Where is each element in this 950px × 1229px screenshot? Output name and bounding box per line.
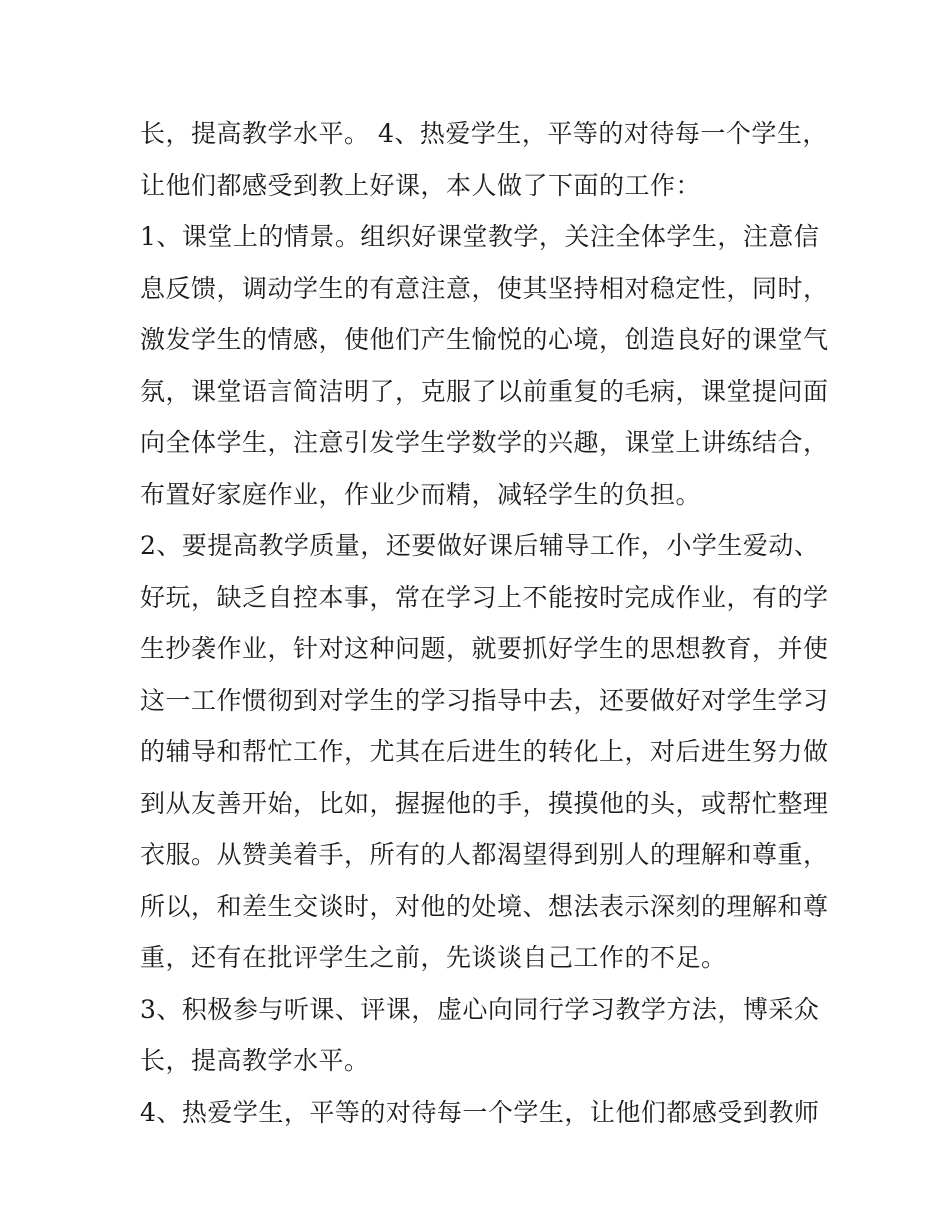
text-line: 3、积极参与听课、评课，虚心向同行学习教学方法，博采众 [140, 994, 820, 1024]
text-line: 这一工作惯彻到对学生的学习指导中去，还要做好对学生学习 [140, 685, 829, 715]
text-line: 4、热爱学生，平等的对待每一个学生，让他们都感受到教师 [140, 1097, 820, 1127]
text-line: 布置好家庭作业，作业少而精，减轻学生的负担。 [140, 479, 702, 509]
text-line: 氛，课堂语言简洁明了，克服了以前重复的毛病，课堂提问面 [140, 376, 829, 406]
text-line: 息反馈，调动学生的有意注意，使其坚持相对稳定性，同时， [140, 273, 829, 303]
text-line: 1、课堂上的情景。组织好课堂教学，关注全体学生，注意信 [140, 222, 820, 251]
text-line: 所以，和差生交谈时，对他的处境、想法表示深刻的理解和尊 [140, 891, 829, 921]
text-line: 长，提高教学水平。 [140, 1046, 370, 1075]
text-line: 衣服。从赞美着手，所有的人都渴望得到别人的理解和尊重， [140, 840, 829, 869]
text-line: 的辅导和帮忙工作，尤其在后进生的转化上，对后进生努力做 [140, 737, 829, 766]
text-line: 到从友善开始，比如，握握他的手，摸摸他的头，或帮忙整理 [140, 788, 829, 818]
text-line: 2、要提高教学质量，还要做好课后辅导工作，小学生爱动、 [140, 531, 820, 560]
text-line: 长，提高教学水平。 4、热爱学生，平等的对待每一个学生， [140, 119, 828, 148]
text-line: 重，还有在批评学生之前，先谈谈自己工作的不足。 [140, 943, 727, 972]
text-line: 向全体学生，注意引发学生学数学的兴趣，课堂上讲练结合， [140, 428, 829, 457]
text-line: 好玩，缺乏自控本事，常在学习上不能按时完成作业，有的学 [140, 582, 829, 612]
document-body [140, 108, 829, 1138]
text-line: 激发学生的情感，使他们产生愉悦的心境，创造良好的课堂气 [140, 325, 829, 354]
text-line: 让他们都感受到教上好课，本人做了下面的工作： [140, 170, 702, 200]
text-line: 生抄袭作业，针对这种问题，就要抓好学生的思想教育，并使 [140, 634, 829, 663]
